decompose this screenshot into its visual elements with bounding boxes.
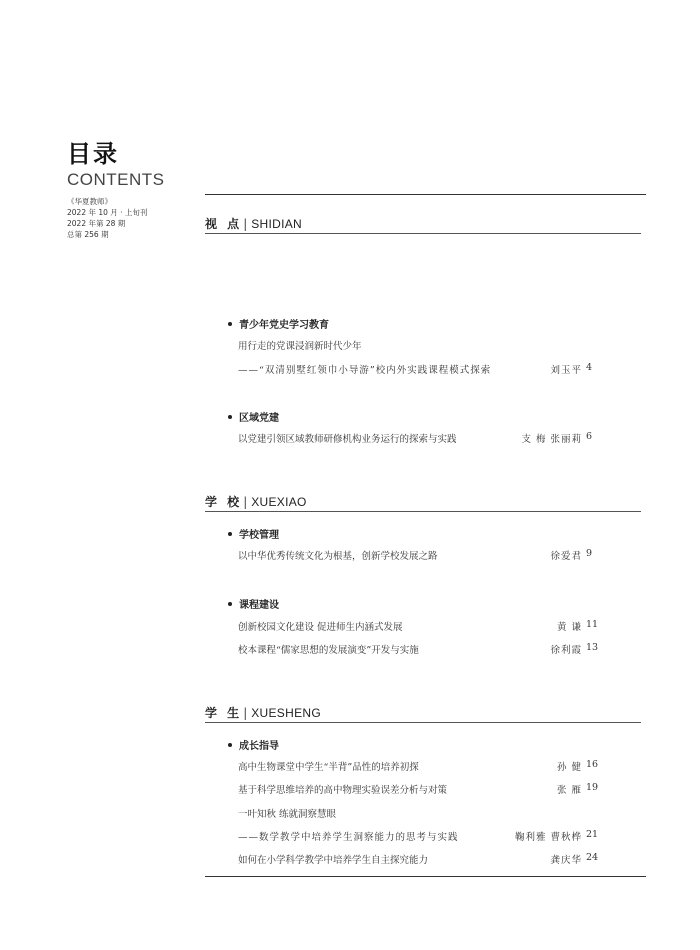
entry-title: 以中华优秀传统文化为根基，创新学校发展之路 [238, 551, 438, 562]
category-heading [228, 526, 279, 541]
section-title-en: SHIDIAN [251, 217, 303, 231]
entry-page: 16 [586, 759, 599, 770]
toc-entry[interactable] [238, 619, 600, 633]
entry-author: 鞠利雅 曹秋桦 [514, 832, 582, 843]
entry-page: 9 [586, 548, 593, 559]
entry-title: 创新校园文化建设 促进师生内涵式发展 [238, 622, 403, 633]
section-title-en: XUESHENG [251, 706, 321, 720]
category-label: 成长指导 [239, 741, 279, 752]
toc-entry[interactable] [238, 806, 600, 820]
toc-entry[interactable] [238, 548, 600, 562]
bullet-icon [228, 322, 232, 326]
toc-entry[interactable] [238, 362, 600, 376]
entry-title: 如何在小学科学教学中培养学生自主探究能力 [238, 855, 429, 866]
entry-page: 21 [586, 829, 599, 840]
entry-page: 4 [586, 362, 593, 373]
category-label: 区域党建 [239, 413, 279, 424]
section-title-en: XUEXIAO [251, 495, 307, 509]
entry-author: 支 梅 张丽莉 [521, 434, 582, 445]
entry-title: 用行走的党课浸润新时代少年 [238, 341, 362, 352]
entry-page: 11 [586, 619, 599, 630]
bullet-icon [228, 602, 232, 606]
entry-author: 孙 健 [556, 762, 582, 773]
entry-author: 刘玉平 [550, 365, 582, 376]
section-title-cn: 学 生 [205, 706, 243, 720]
toc-entry[interactable] [238, 759, 600, 773]
entry-title: 以党建引领区域教师研修机构业务运行的探索与实践 [238, 434, 457, 445]
toc-entry[interactable] [238, 782, 600, 796]
entry-author: 张 雁 [556, 785, 582, 796]
entry-page: 13 [586, 642, 599, 653]
issue-total: 总第 256 期 [67, 230, 109, 239]
entry-title: 基于科学思维培养的高中物理实验误差分析与对策 [238, 785, 448, 796]
issue-date: 2022 年 10 月 · 上旬刊 [67, 208, 148, 217]
toc-entry[interactable] [238, 642, 600, 656]
entry-author: 徐利霞 [550, 645, 582, 656]
section-title-cn: 学 校 [205, 495, 243, 509]
entry-title: 一叶知秋 练就洞察慧眼 [238, 809, 337, 820]
entry-author: 黄 谦 [556, 622, 582, 633]
entry-page: 24 [586, 852, 599, 863]
category-heading [228, 596, 279, 611]
section-separator: | [243, 495, 248, 509]
issue-meta [67, 196, 165, 240]
top-divider [205, 194, 646, 195]
section-header-xuexiao [205, 493, 641, 512]
entry-author: 龚庆华 [550, 855, 582, 866]
bullet-icon [228, 415, 232, 419]
entry-title: ——数学教学中培养学生洞察能力的思考与实践 [238, 832, 459, 843]
bullet-icon [228, 532, 232, 536]
category-label: 学校管理 [239, 530, 279, 541]
section-header-xuesheng [205, 704, 641, 723]
bullet-icon [228, 743, 232, 747]
entry-title: 校本课程“儒家思想的发展演变”开发与实施 [238, 645, 419, 656]
toc-entry[interactable] [238, 829, 600, 843]
issue-number: 2022 年第 28 期 [67, 219, 126, 228]
entry-page: 6 [586, 431, 593, 442]
category-heading [228, 737, 279, 752]
section-separator: | [243, 217, 248, 231]
page-title-en: CONTENTS [67, 170, 165, 189]
journal-name: 《华夏教师》 [67, 197, 112, 206]
contents-header [67, 140, 165, 240]
entry-page: 19 [586, 782, 599, 793]
toc-entry[interactable] [238, 338, 600, 352]
entry-author: 徐爱君 [550, 551, 582, 562]
section-header-shidian [205, 215, 641, 234]
page-title: 目录 [67, 139, 119, 168]
toc-entry[interactable] [238, 852, 600, 866]
section-title-cn: 视 点 [205, 217, 243, 231]
entry-title: 高中生物课堂中学生“半背”品性的培养初探 [238, 762, 419, 773]
bottom-divider [205, 876, 646, 877]
category-label: 课程建设 [239, 600, 279, 611]
category-label: 青少年党史学习教育 [239, 320, 329, 331]
category-heading [228, 409, 279, 424]
category-heading [228, 316, 329, 331]
entry-title: ——“双清别墅红领巾小导游”校内外实践课程模式探索 [238, 365, 492, 376]
section-separator: | [243, 706, 248, 720]
toc-entry[interactable] [238, 431, 600, 445]
